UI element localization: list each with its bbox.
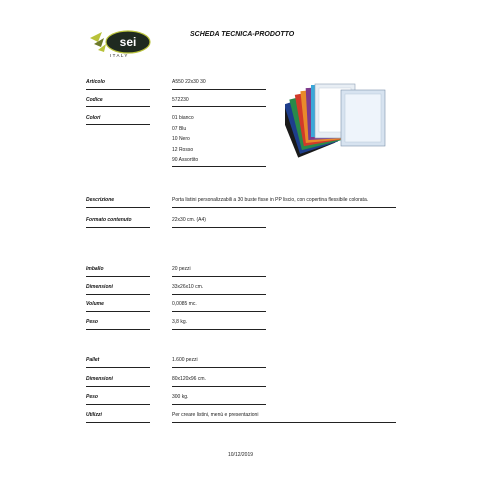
uses-value: Per creare listini, menù e presentazioni (172, 412, 259, 418)
divider (86, 106, 150, 107)
packaging-dimensions-label: Dimensioni (86, 284, 113, 290)
divider (86, 227, 150, 228)
divider (172, 311, 266, 312)
format-value: 22x30 cm. (A4) (172, 217, 206, 223)
pallet-weight-value: 300 kg. (172, 394, 189, 400)
divider (172, 106, 266, 107)
divider (172, 367, 266, 368)
divider (86, 329, 150, 330)
code-value: 572230 (172, 97, 189, 103)
divider (172, 386, 266, 387)
divider (86, 422, 150, 423)
divider (86, 311, 150, 312)
document-title: SCHEDA TECNICA-PRODOTTO (190, 31, 295, 38)
pallet-dimensions-value: 80x120x96 cm. (172, 376, 206, 382)
packaging-label: Imballo (86, 266, 104, 272)
product-image (285, 80, 393, 160)
logo-subtitle: ITALY (110, 53, 129, 58)
pallet-dimensions-label: Dimensioni (86, 376, 113, 382)
divider (86, 294, 150, 295)
divider (172, 227, 266, 228)
packaging-weight-value: 3,8 kg. (172, 319, 188, 325)
color-item: 10 Nero (172, 136, 190, 142)
divider (172, 422, 396, 423)
divider (172, 329, 266, 330)
divider (86, 207, 150, 208)
packaging-value: 20 pezzi (172, 266, 191, 272)
volume-value: 0,0085 mc. (172, 301, 197, 307)
divider (86, 89, 150, 90)
divider (172, 276, 266, 277)
color-item: 90 Assortito (172, 157, 199, 163)
description-label: Descrizione (86, 197, 115, 203)
pallet-weight-label: Peso (86, 394, 98, 400)
divider (172, 166, 266, 167)
color-item: 12 Rosso (172, 147, 194, 153)
packaging-weight-label: Peso (86, 319, 98, 325)
divider (172, 404, 266, 405)
color-item: 07 Blu (172, 126, 187, 132)
pallet-value: 1.600 pezzi (172, 357, 198, 363)
pallet-label: Pallet (86, 357, 100, 363)
divider (86, 276, 150, 277)
article-label: Articolo (86, 79, 105, 85)
description-value: Porta listini personalizzabili a 30 buste fisse in PP liscio, con copertina flessibile colorata. (172, 197, 369, 203)
volume-label: Volume (86, 301, 104, 307)
code-label: Codice (86, 97, 103, 103)
format-label: Formato contenuto (86, 217, 132, 223)
divider (86, 386, 150, 387)
divider (172, 294, 266, 295)
color-item: 01 bianco (172, 115, 194, 121)
colors-label: Colori (86, 115, 101, 121)
packaging-dimensions-value: 33x26x10 cm. (172, 284, 204, 290)
divider (86, 367, 150, 368)
sei-logo (88, 20, 156, 66)
divider (86, 404, 150, 405)
article-value: A550 22x30 30 (172, 79, 206, 85)
logo-brand-text: sei (119, 35, 137, 49)
divider (172, 89, 266, 90)
uses-label: Utilizzi (86, 412, 102, 418)
footer-date: 10/12/2019 (228, 452, 254, 458)
divider (172, 207, 396, 208)
divider (86, 124, 150, 125)
